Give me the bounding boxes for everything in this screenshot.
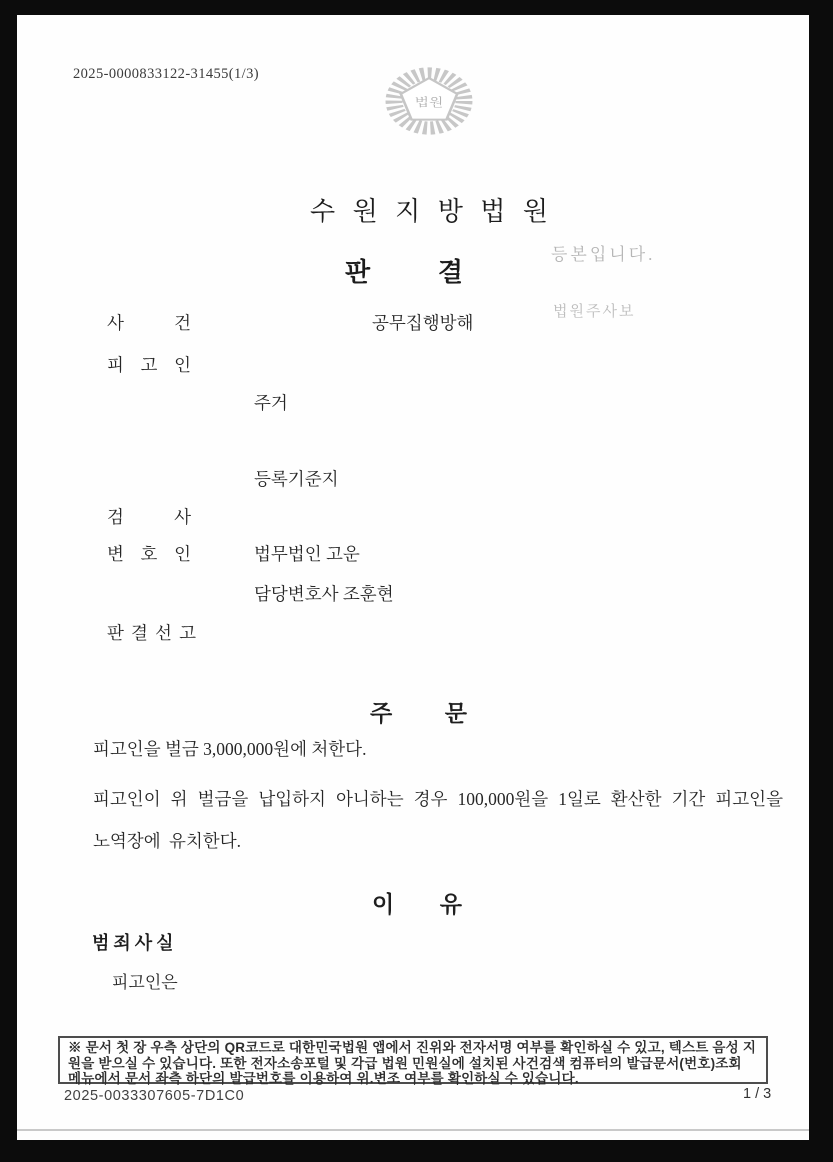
defendant-label: 피 고 인 xyxy=(107,355,191,375)
court-seal-text: 법원 xyxy=(414,95,444,109)
copy-certification-stamp: 등본입니다. xyxy=(551,245,656,264)
court-clerk-stamp: 법원주사보 xyxy=(553,304,636,320)
footer-notice-text: ※ 문서 첫 장 우측 상단의 QR코드로 대한민국법원 앱에서 진위와 전자서명 여부를 확인하실 수 있고, 텍스트 음성 지원을 받으실 수 있습니다. 또한 전자소송포털 및 각급 법원 민원실에 설치된 사건검색 컴퓨터의 발급문서(번호)조회 메뉴에서 문서 좌측 하단의 발급번호를 이용하여 위.변조 여부를 확인하실 수 있습니다. xyxy=(68,1040,757,1086)
order-line-2: 피고인이 위 벌금을 납입하지 아니하는 경우 100,000원을 1일로 환산한 기간 피고인을 노역장에 유치한다. xyxy=(93,789,783,851)
page-indicator: 1 / 3 xyxy=(743,1086,772,1102)
registered-address-label: 등록기준지 xyxy=(254,469,339,489)
prosecutor-label: 검 사 xyxy=(107,507,191,527)
doc-number-top: 2025-0000833122-31455(1/3) xyxy=(73,66,259,82)
judgment-title: 판 결 xyxy=(345,258,463,287)
case-label: 사 건 xyxy=(107,313,191,333)
residence-label: 주거 xyxy=(254,393,288,413)
sentencing-date-label: 판 결 선 고 xyxy=(107,623,196,643)
counsel-label: 변 호 인 xyxy=(107,544,191,564)
counsel-attorney: 담당변호사 조훈현 xyxy=(254,584,394,604)
issue-number: 2025-0033307605-7D1C0 xyxy=(64,1088,245,1104)
crime-facts-body: 피고인은 xyxy=(112,973,178,992)
reason-heading: 이 유 xyxy=(372,892,462,917)
court-name-title: 수 원 지 방 법 원 xyxy=(310,197,548,226)
footer-notice-box xyxy=(58,1036,768,1084)
page-edge-line xyxy=(17,1129,809,1131)
order-heading: 주 문 xyxy=(370,701,467,726)
counsel-firm: 법무법인 고운 xyxy=(254,544,360,564)
order-line-1: 피고인을 벌금 3,000,000원에 처한다. xyxy=(93,739,367,759)
crime-facts-heading: 범죄사실 xyxy=(92,933,178,953)
case-value: 공무집행방해 xyxy=(372,313,474,333)
court-seal-icon xyxy=(376,60,482,142)
